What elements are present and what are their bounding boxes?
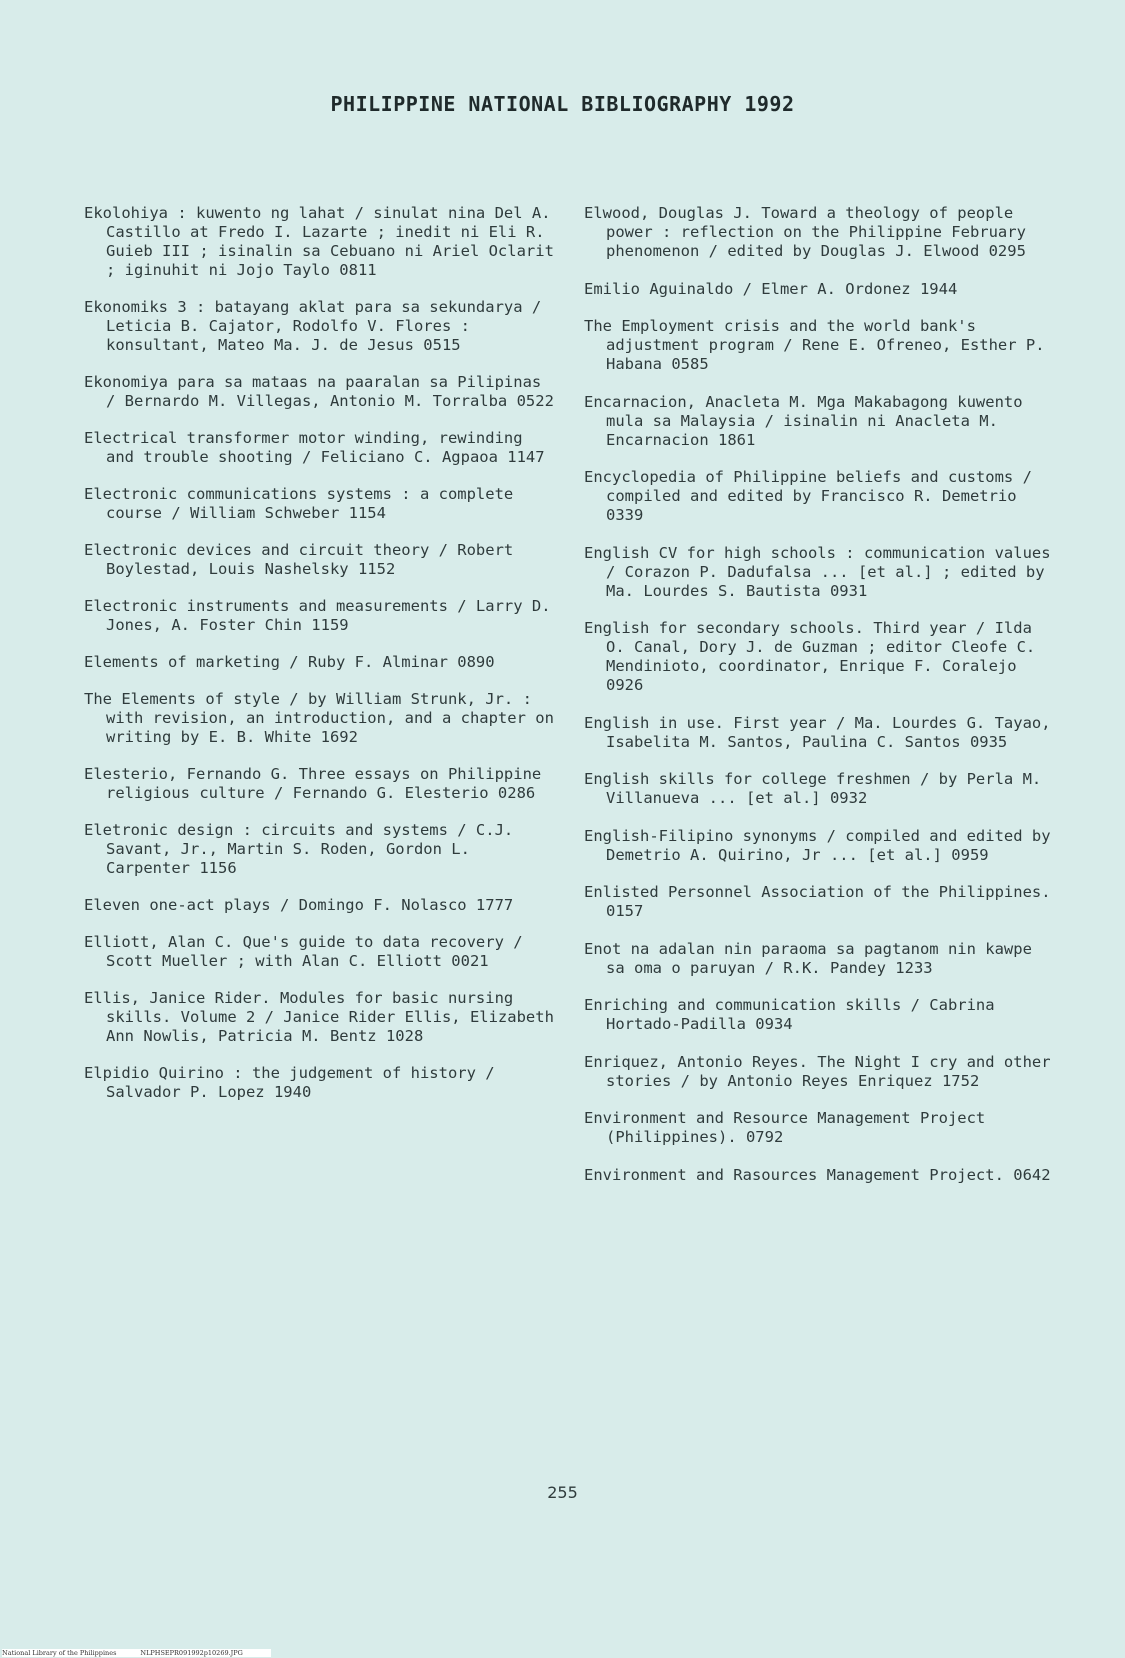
bibliography-entry: Electrical transformer motor winding, rewinding and trouble shooting / Feliciano C. Agpaoa 1147 [84, 429, 545, 466]
right-column [584, 204, 1054, 1203]
bibliography-entry: Elements of marketing / Ruby F. Alminar 0890 [84, 653, 495, 671]
bibliography-entry: The Elements of style / by William Strunk, Jr. : with revision, an introduction, and a chapter on writing by E. B. White 1692 [84, 690, 554, 746]
bibliography-entry: Environment and Rasources Management Project. 0642 [584, 1165, 1051, 1184]
bibliography-entry: Elliott, Alan C. Que's guide to data recovery / Scott Mueller ; with Alan C. Elliott 0021 [84, 933, 523, 970]
footer-library: National Library of the Philippines [2, 1649, 117, 1657]
bibliography-entry: Elwood, Douglas J. Toward a theology of people power : reflection on the Philippine February phenomenon / edited by Douglas J. Elwood 0295 [584, 204, 1026, 260]
bibliography-entry: English CV for high schools : communication values / Corazon P. Dadufalsa ... [et al.] ; edited by Ma. Lourdes S. Bautista 0931 [584, 543, 1051, 600]
bibliography-entry: The Employment crisis and the world bank's adjustment program / Rene E. Ofreneo, Esther P. Habana 0585 [584, 317, 1045, 373]
footer-file: NLPHSEPR091992p10269.JPG [140, 1649, 243, 1657]
bibliography-entry: Elesterio, Fernando G. Three essays on Philippine religious culture / Fernando G. Elesterio 0286 [84, 765, 542, 802]
bibliography-entry: English in use. First year / Ma. Lourdes G. Tayao, Isabelita M. Santos, Paulina C. Santos 0935 [584, 713, 1051, 751]
bibliography-entry: English for secondary schools. Third year / Ilda O. Canal, Dory J. de Guzman ; editor Cleofe C. Mendinioto, coordinator, Enrique F. Coralejo 0926 [584, 619, 1036, 694]
bibliography-entry: Enot na adalan nin paraoma sa pagtanom nin kawpe sa oma o paruyan / R.K. Pandey 1233 [584, 939, 1032, 977]
bibliography-entry: Encarnacion, Anacleta M. Mga Makabagong kuwento mula sa Malaysia / isinalin ni Anacleta M. Encarnacion 1861 [584, 392, 1023, 449]
bibliography-entry: English skills for college freshmen / by Perla M. Villanueva ... [et al.] 0932 [584, 770, 1042, 807]
page-title: PHILIPPINE NATIONAL BIBLIOGRAPHY 1992 [330, 92, 795, 116]
bibliography-entry: Eleven one-act plays / Domingo F. Nolasco 1777 [84, 896, 514, 914]
bibliography-entry: Enlisted Personnel Association of the Philippines. 0157 [584, 883, 1051, 920]
left-column [84, 204, 554, 1120]
bibliography-entry: Elpidio Quirino : the judgement of history / Salvador P. Lopez 1940 [84, 1064, 495, 1101]
footer [2, 1649, 271, 1657]
bibliography-entry: Ekonomiya para sa mataas na paaralan sa Pilipinas / Bernardo M. Villegas, Antonio M. Torralba 0522 [84, 373, 554, 410]
bibliography-entry: Emilio Aguinaldo / Elmer A. Ordonez 1944 [584, 279, 958, 298]
page-number: 255 [547, 1483, 578, 1502]
bibliography-entry: Environment and Resource Management Project (Philippines). 0792 [584, 1109, 986, 1146]
bibliography-entry: Electronic communications systems : a complete course / William Schweber 1154 [84, 485, 514, 522]
bibliography-entry: Enriching and communication skills / Cabrina Hortado-Padilla 0934 [584, 996, 995, 1033]
bibliography-entry: English-Filipino synonyms / compiled and edited by Demetrio A. Quirino, Jr ... [et al.] 0959 [584, 826, 1051, 864]
bibliography-entry: Electronic devices and circuit theory / Robert Boylestad, Louis Nashelsky 1152 [84, 541, 514, 578]
bibliography-entry: Ekonomiks 3 : batayang aklat para sa sekundarya / Leticia B. Cajator, Rodolfo V. Flores : konsultant, Mateo Ma. J. de Jesus 0515 [84, 298, 542, 354]
bibliography-entry: Electronic instruments and measurements / Larry D. Jones, A. Foster Chin 1159 [84, 597, 551, 634]
bibliography-entry: Enriquez, Antonio Reyes. The Night I cry and other stories / by Antonio Reyes Enriquez 1752 [584, 1052, 1051, 1090]
bibliography-entry: Ekolohiya : kuwento ng lahat / sinulat nina Del A. Castillo at Fredo I. Lazarte ; inedit ni Eli R. Guieb III ; isinalin sa Cebuano ni Ariel Oclarit ; iginuhit ni Jojo Taylo 0811 [84, 204, 554, 279]
bibliography-entry: Ellis, Janice Rider. Modules for basic nursing skills. Volume 2 / Janice Rider Ellis, Elizabeth Ann Nowlis, Patricia M. Bentz 1028 [84, 989, 554, 1045]
bibliography-entry: Encyclopedia of Philippine beliefs and customs / compiled and edited by Francisco R. Demetrio 0339 [584, 468, 1032, 524]
bibliography-entry: Eletronic design : circuits and systems / C.J. Savant, Jr., Martin S. Roden, Gordon L. Carpenter 1156 [84, 821, 514, 877]
